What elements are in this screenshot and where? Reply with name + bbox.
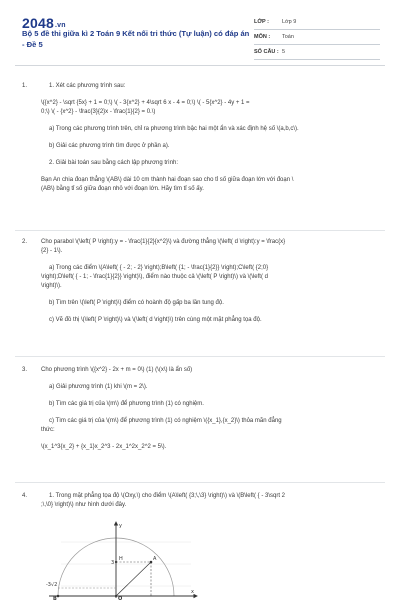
point-b-label: B [53, 596, 57, 600]
meta-key: MÔN : [254, 34, 271, 40]
question-text: \right);D\left( { - 1; - \frac{1}{2}} \right)\), điểm nào thuộc cả \(\left( P \right)\) và \(\left( d [41, 274, 268, 280]
x-axis-label: x [191, 589, 194, 595]
coordinate-plane-svg [41, 516, 201, 600]
question-divider [15, 230, 385, 231]
question-text: Cho parabol \(\left( P \right):y = - \frac{1}{2}{x^2}\) và đường thẳng \(\left( d \right):y = \frac{x} [41, 239, 286, 245]
point-a-label: A [153, 556, 157, 562]
y-axis-label: y [119, 523, 122, 529]
point-h-dot [115, 561, 117, 563]
question-text: c) Tìm các giá trị của \(m\) để phương trình (1) có nghiệm \({x_1},{x_2}\) thỏa mãn đẳng [49, 418, 282, 424]
question-text: a) Giải phương trình (1) khi \(m = 2\). [49, 384, 148, 390]
question-text: 1. Xét các phương trình sau: [49, 83, 126, 89]
question-body [41, 492, 361, 510]
meta-key: SỐ CÂU : [254, 49, 279, 55]
tick-left-label: -3√2 [46, 582, 58, 588]
document-header [0, 0, 400, 62]
question-divider [15, 482, 385, 483]
question-text: {2} - 1\). [41, 248, 63, 254]
origin-label: O [118, 596, 123, 600]
question-text: \({x^2} - \sqrt {5x} + 1 = 0;\) \( - 3{x^2} + 4\sqrt 6 x - 4 = 0;\) \( - 5{x^2} - 4y + 1 = [41, 100, 250, 106]
question-divider [15, 356, 385, 357]
question-text: ;\,\0} \right)\) như hình dưới đây. [41, 502, 127, 508]
question-text: 0;\) \( - {x^2} - \frac{3}{2}x - \frac{1}{2} = 0.\) [41, 109, 156, 115]
question-text: 1. Trong mặt phẳng tọa độ \(Oxy,\) cho điểm \(A\left( {3;\,\3} \right)\) và \(B\left( { - 3\sqrt 2 [49, 493, 285, 499]
logo-suffix: .vn [54, 22, 66, 29]
document-meta [254, 15, 380, 60]
meta-value: 5 [282, 49, 286, 55]
meta-value: Lớp 9 [282, 19, 297, 25]
meta-row-subject [254, 30, 380, 45]
origin-dot [115, 595, 117, 597]
question-text: a) Trong các phương trình trên, chỉ ra phương trình bậc hai một ẩn và xác định hệ số \(a,b,c\). [49, 126, 299, 132]
question-body [41, 82, 361, 194]
tick-top-label: 3 [111, 560, 115, 566]
question-text: 2. Giải bài toán sau bằng cách lập phương trình: [49, 160, 179, 166]
header-divider [15, 65, 385, 66]
question-text: b) Tìm trên \(\left( P \right)\) điểm có hoành độ gấp ba lần tung độ. [49, 300, 224, 306]
question-text: a) Trong các điểm \(A\left( { - 2; - 2} \right);B\left( {1; - \frac{1}{2}} \right);C\left( {2;0} [49, 265, 269, 271]
question-text: Cho phương trình \({x^2} - 2x + m = 0\) (1) (\(x\) là ẩn số) [41, 367, 193, 373]
question-text: c) Vẽ đồ thị \(\left( P \right)\) và \(\left( d \right)\) trên cùng một mặt phẳng tọa độ. [49, 317, 262, 323]
question-text: \(x_1^3{x_2} + {x_1}x_2^3 - 2x_1^2x_2^2 = 5\). [41, 444, 167, 450]
question-text: \right)\). [41, 283, 62, 289]
logo-text: 2048 [22, 15, 54, 31]
question-number: 4. [22, 493, 28, 499]
question-body [41, 238, 361, 325]
question-text: Bạn An chia đoạn thẳng \(AB\) dài 10 cm thành hai đoạn sao cho tỉ số giữa đoạn lớn với đoạn \ [41, 177, 294, 183]
question-number: 1. [22, 83, 28, 89]
question-text: thức: [41, 427, 55, 433]
meta-row-count [254, 45, 380, 60]
point-b-dot [57, 595, 60, 598]
question-text: b) Tìm các giá trị của \(m\) để phương trình (1) có nghiệm. [49, 401, 204, 407]
meta-key: LỚP : [254, 19, 269, 25]
question-text: b) Giải các phương trình tìm được ở phần a). [49, 143, 170, 149]
coordinate-figure [41, 516, 201, 600]
document-title: Bộ 5 đề thi giữa kì 2 Toán 9 Kết nối tri thức (Tự luận) có đáp án - Đề 5 [22, 29, 250, 49]
question-text: (AB\) bằng tỉ số giữa đoạn nhỏ với đoạn lớn. Hãy tìm tỉ số ấy. [41, 186, 204, 192]
question-number: 2. [22, 239, 28, 245]
meta-row-class [254, 15, 380, 30]
question-number: 3. [22, 367, 28, 373]
point-a-dot [150, 561, 153, 564]
segment-oa [116, 562, 151, 596]
point-h-label: H [119, 556, 123, 562]
question-body [41, 366, 361, 452]
meta-value: Toán [282, 34, 294, 40]
